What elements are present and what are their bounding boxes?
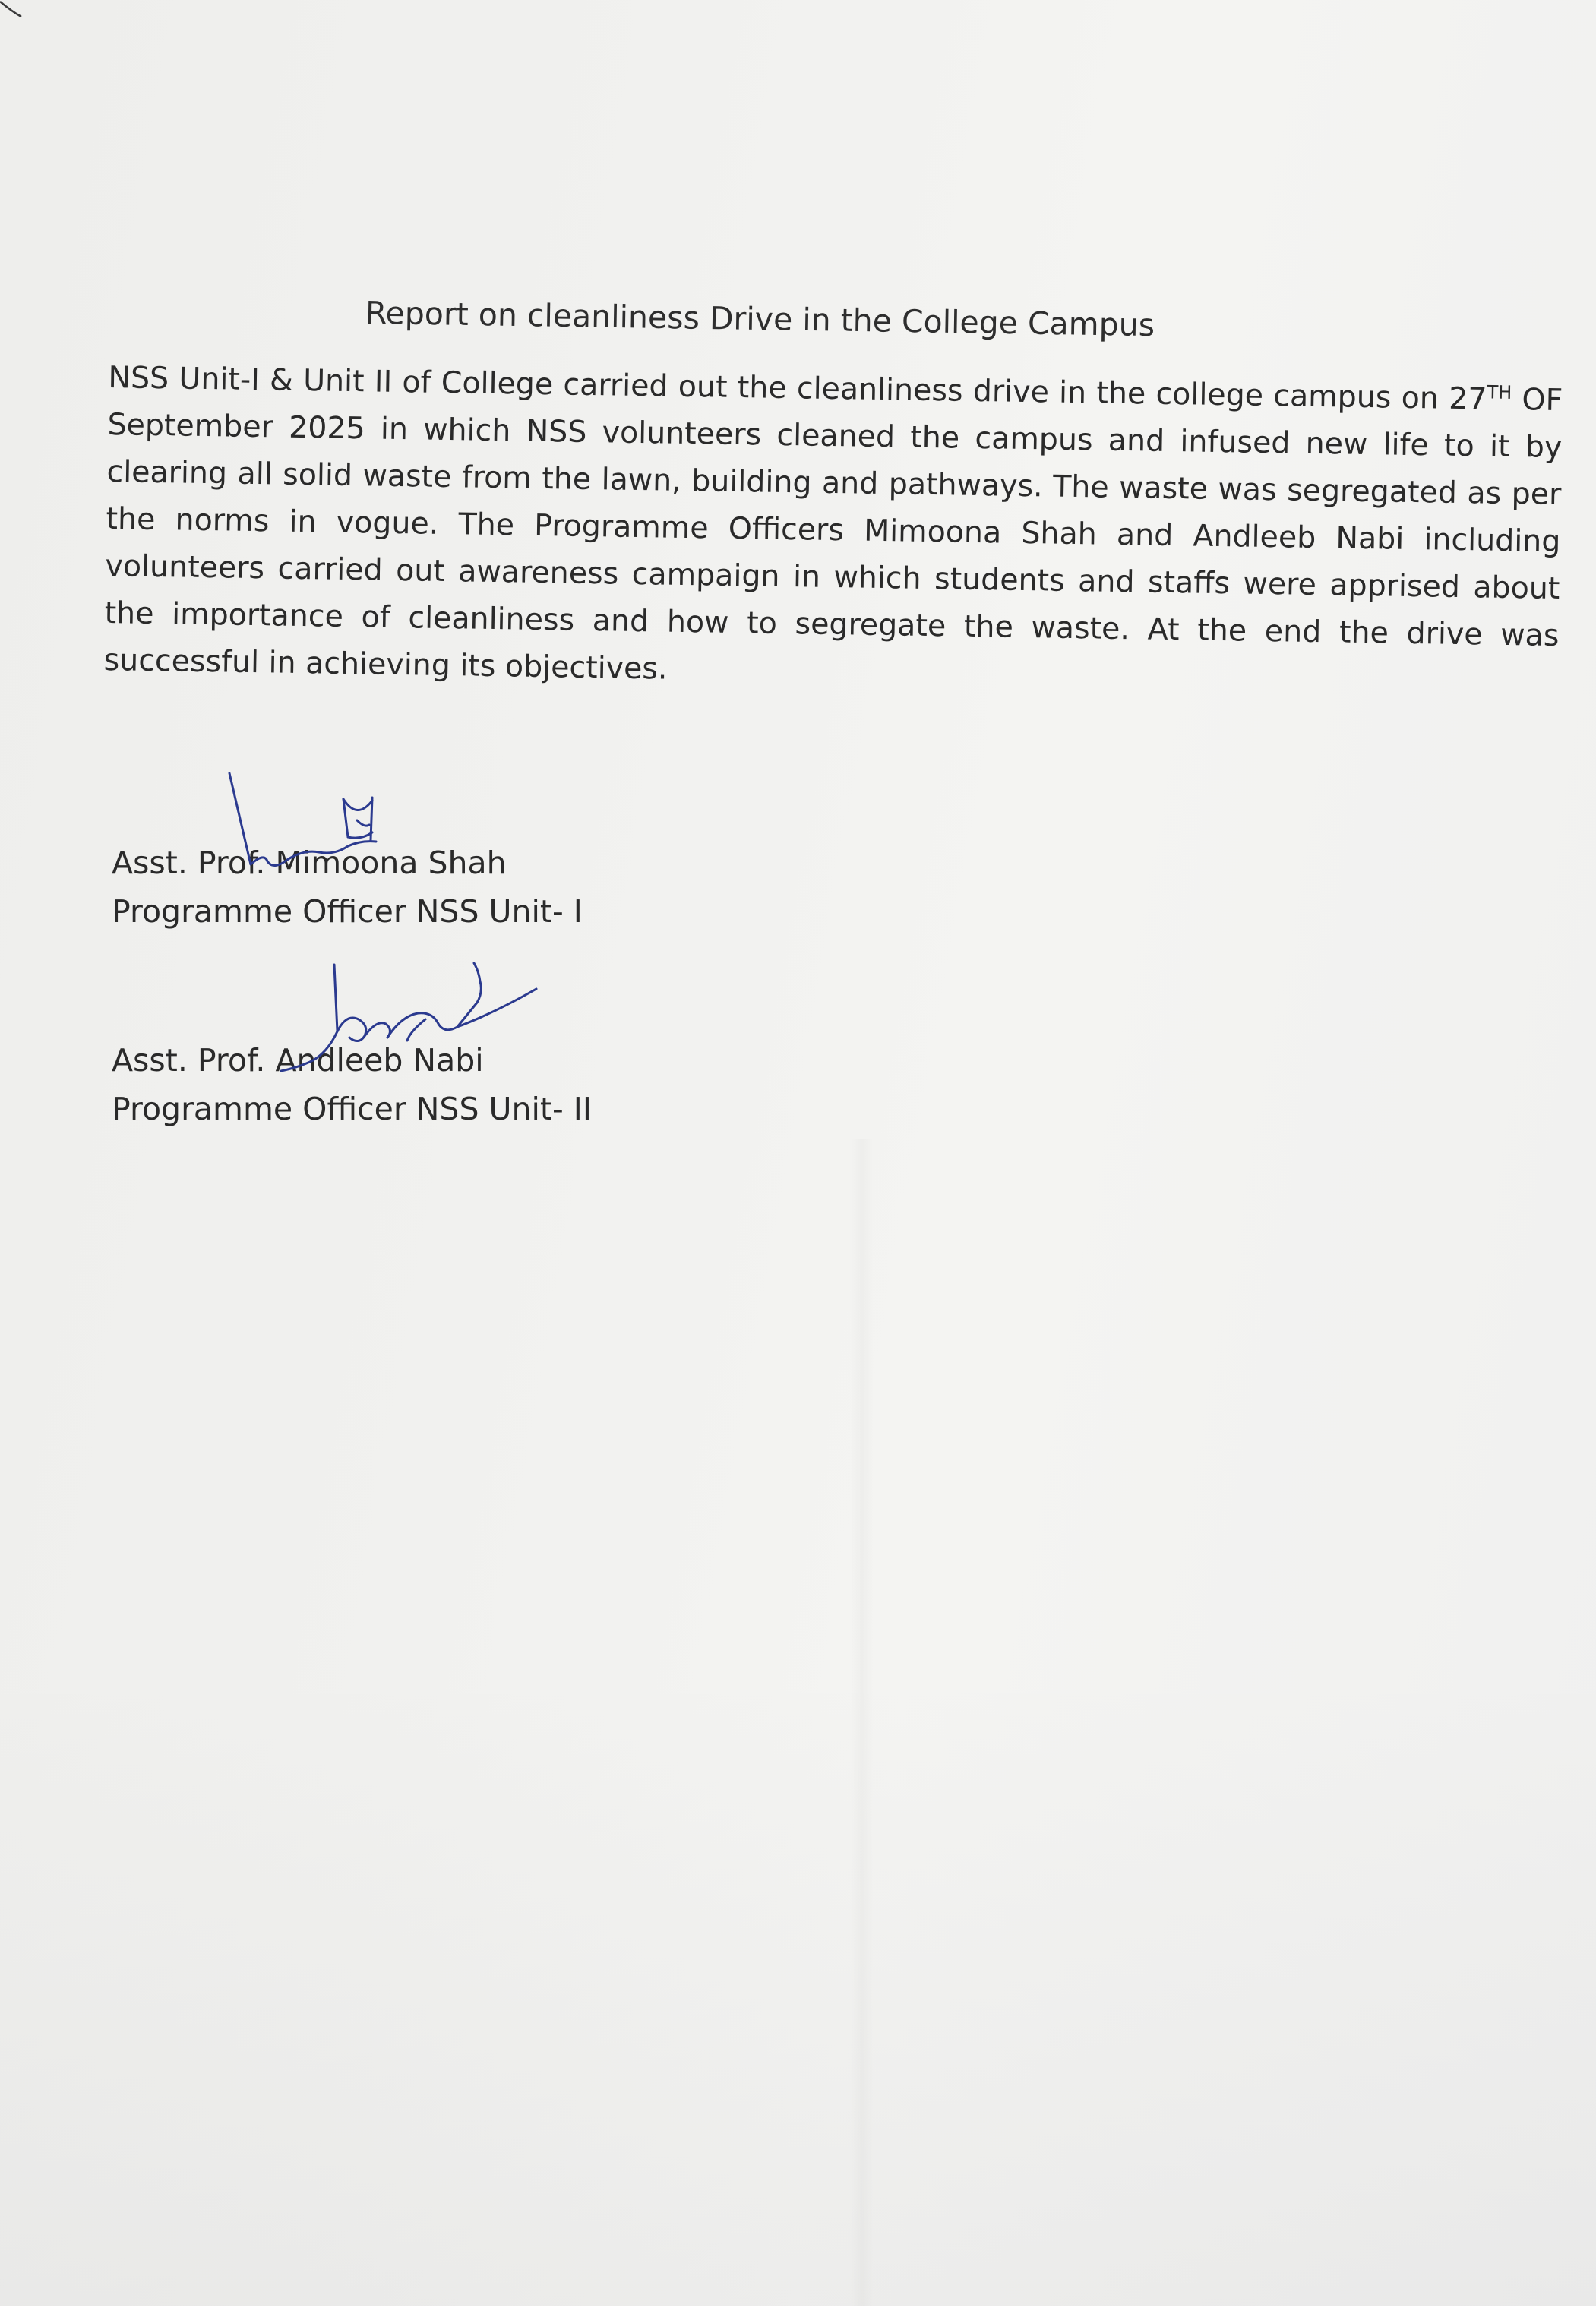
signatory-1-name: Asst. Prof. Mimoona Shah [112, 845, 507, 881]
corner-pen-mark [0, 0, 30, 23]
report-body [103, 354, 1563, 706]
body-text-rest: OF September 2025 in which NSS volunteers cleaned the campus and infused new life to it by clearing all solid waste from the lawn, building and pathways. The waste was segregated as per the norms in vogue. The Programme Officers Mimoona Shah and Andleeb Nabi including volunteers carried out awareness campaign in which students and staffs were apprised about the importance of cleanliness and how to segregate the waste. At the end the drive was successful in achieving its objectives. [103, 382, 1563, 687]
signatory-1-role: Programme Officer NSS Unit- I [112, 893, 583, 930]
signatory-block-1 [112, 839, 583, 936]
signatory-2-name: Asst. Prof. Andleeb Nabi [112, 1042, 484, 1079]
paper-shadow [0, 1671, 1596, 2306]
signatory-2-role: Programme Officer NSS Unit- II [112, 1091, 592, 1127]
report-title: Report on cleanliness Drive in the College Campus [365, 294, 1155, 344]
signatory-block-2 [112, 1036, 592, 1133]
date-superscript: TH [1487, 381, 1512, 403]
body-text-start: NSS Unit-I & Unit II of College carried out the cleanliness drive in the college campus on 27 [108, 359, 1487, 417]
paper-fold [851, 1139, 874, 2306]
